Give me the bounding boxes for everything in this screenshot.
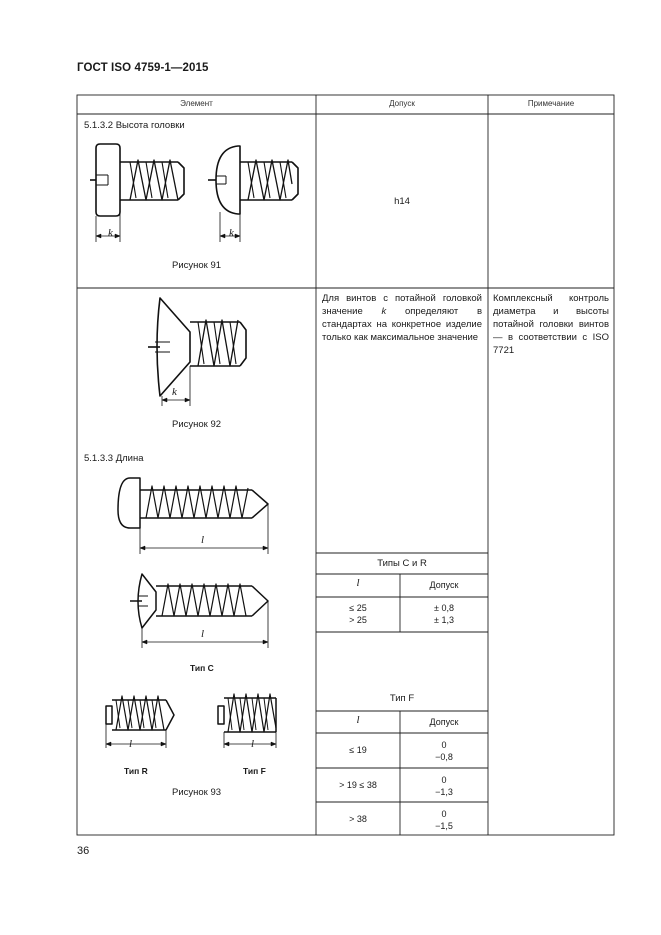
figure-93-caption: Рисунок 93 bbox=[172, 787, 222, 798]
document-header: ГОСТ ISO 4759-1—2015 bbox=[77, 62, 209, 74]
figure-92-caption: Рисунок 92 bbox=[172, 419, 222, 430]
figure-92-drawing bbox=[140, 292, 260, 408]
column-header-element: Элемент bbox=[180, 99, 213, 108]
column-header-note: Примечание bbox=[527, 99, 575, 108]
type-c-label: Тип C bbox=[190, 663, 214, 673]
dimension-l-label: l bbox=[201, 628, 205, 640]
section-head-height: 5.1.3.2 Высота головки bbox=[84, 120, 185, 131]
dimension-l-label: l bbox=[201, 534, 205, 546]
table-cr-cell: ≤ 25 bbox=[349, 603, 367, 613]
dimension-k-label: k bbox=[172, 386, 177, 398]
table-f-col-tol: Допуск bbox=[429, 717, 459, 727]
table-f-col-l: l bbox=[356, 714, 360, 726]
dimension-l-label: l bbox=[251, 738, 255, 750]
table-f-row-upper: 0 bbox=[441, 775, 447, 785]
table-f-row-lower: −0,8 bbox=[435, 752, 453, 762]
table-f-row-l: > 38 bbox=[349, 814, 367, 824]
page-number: 36 bbox=[77, 845, 90, 857]
table-f-row-lower: −1,3 bbox=[435, 787, 453, 797]
note-iso-7721: Комплексный контроль диаметра и высоты потайной головки винтов — в соответствии с ISO 7721 bbox=[493, 293, 609, 356]
type-r-label: Тип R bbox=[124, 766, 148, 776]
table-f-row-upper: 0 bbox=[441, 809, 447, 819]
table-f-row-l: > 19 ≤ 38 bbox=[339, 780, 377, 790]
dimension-k-label: k bbox=[229, 227, 234, 239]
table-cr-title: Типы C и R bbox=[377, 558, 427, 569]
figure-93-types-c bbox=[112, 470, 278, 660]
table-f-row-upper: 0 bbox=[441, 740, 447, 750]
table-f-row-l: ≤ 19 bbox=[349, 745, 367, 755]
table-cr-cell: ± 0,8 bbox=[434, 603, 454, 613]
figure-91-caption: Рисунок 91 bbox=[172, 260, 222, 271]
tolerance-h14: h14 bbox=[394, 196, 410, 207]
dimension-k-label: k bbox=[108, 227, 113, 239]
dimension-l-label: l bbox=[129, 738, 133, 750]
type-f-label: Тип F bbox=[243, 766, 266, 776]
table-cr-cell: > 25 bbox=[349, 615, 367, 625]
table-f-title: Тип F bbox=[389, 693, 415, 704]
table-cr-col-l: l bbox=[356, 577, 360, 589]
table-cr-cell: ± 1,3 bbox=[434, 615, 454, 625]
table-cr-col-tol: Допуск bbox=[429, 580, 459, 590]
figure-91-drawing bbox=[80, 134, 310, 254]
tolerance-countersunk-text: Для винтов с потайной головкой значение k определяют в стандартах на конкретное изделие только как максимальное значение bbox=[322, 293, 482, 343]
column-header-tolerance: Допуск bbox=[389, 99, 415, 108]
section-head-length: 5.1.3.3 Длина bbox=[84, 453, 144, 464]
table-f-row-lower: −1,5 bbox=[435, 821, 453, 831]
